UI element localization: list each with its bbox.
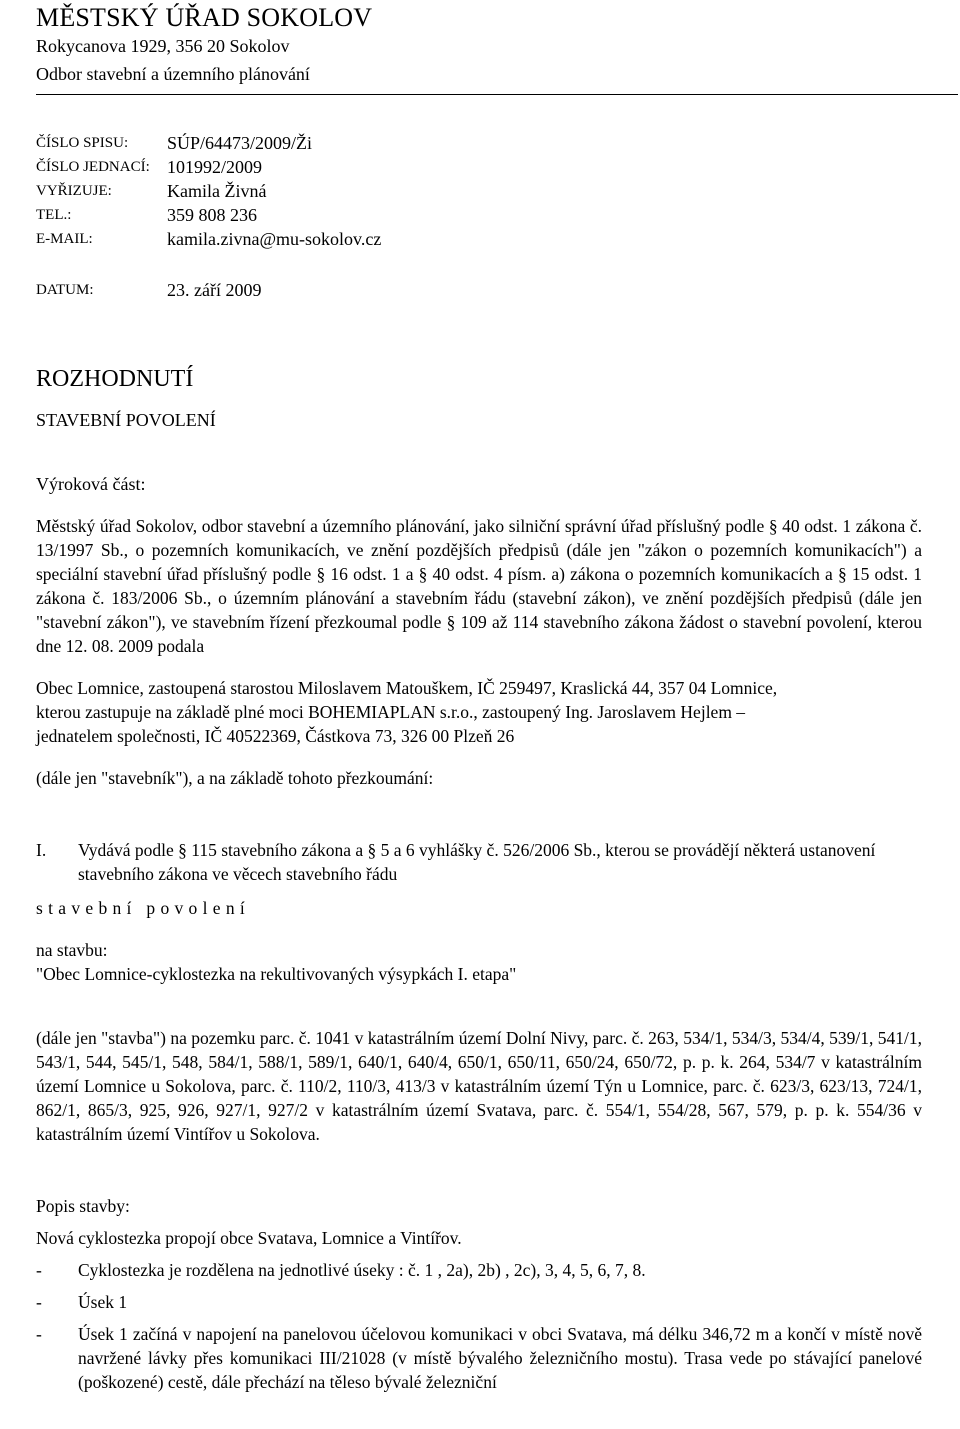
meta-label: ČÍSLO SPISU: <box>36 135 129 151</box>
meta-label: E-MAIL: <box>36 231 93 247</box>
description-summary: Nová cyklostezka propojí obce Svatava, Lomnice a Vintířov. <box>36 1228 462 1248</box>
permit-heading: stavební povolení <box>36 898 251 918</box>
description-block <box>36 1194 922 1394</box>
department-name: Odbor stavební a územního plánování <box>36 64 310 84</box>
applicant-line: Obec Lomnice, zastoupená starostou Miloslavem Matouškem, IČ 259497, Kraslická 44, 357 04 Lomnice, <box>36 678 778 698</box>
meta-label: TEL.: <box>36 207 72 223</box>
applicant-line: jednatelem společnosti, IČ 40522369, Částkova 73, 326 00 Plzeň 26 <box>36 726 515 746</box>
list-dash: - <box>36 1260 42 1280</box>
meta-row-handled-by <box>36 179 922 203</box>
building-label: na stavbu: <box>36 940 108 960</box>
list-item-text: Úsek 1 začíná v napojení na panelovou účelovou komunikaci v obci Svatava, má délku 346,72 m a končí v místě nově navržené lávky přes komunikaci III/21028 (v místě bývalého železničního mostu). Trasa vede po stávající panelové (poškozené) cestě, dále přechází na těleso bývalé železniční <box>78 1324 922 1392</box>
document-title: ROZHODNUTÍ <box>36 366 194 392</box>
meta-row-date <box>36 278 922 302</box>
description-heading: Popis stavby: <box>36 1196 130 1216</box>
list-item <box>36 1290 922 1314</box>
list-item-text: Úsek 1 <box>78 1292 128 1312</box>
meta-row-phone <box>36 203 922 227</box>
applicant-block <box>36 676 922 748</box>
list-item <box>36 1322 922 1394</box>
date-value: 23. září 2009 <box>167 280 262 300</box>
meta-value: Kamila Živná <box>167 181 267 201</box>
header-divider <box>36 94 958 95</box>
section-heading: Výroková část: <box>36 474 146 494</box>
list-item-text: Cyklostezka je rozdělena na jednotlivé úseky : č. 1 , 2a), 2b) , 2c), 3, 4, 5, 6, 7, 8. <box>78 1260 646 1280</box>
meta-value: SÚP/64473/2009/Ži <box>167 133 313 153</box>
meta-value: 359 808 236 <box>167 205 257 225</box>
meta-label: VYŘIZUJE: <box>36 183 112 199</box>
list-dash: - <box>36 1292 42 1312</box>
building-block <box>36 938 922 986</box>
building-name: "Obec Lomnice-cyklostezka na rekultivovaných výsypkách I. etapa" <box>36 964 517 984</box>
decision-number: I. <box>36 840 47 860</box>
list-dash: - <box>36 1324 42 1344</box>
meta-value: 101992/2009 <box>167 157 263 177</box>
list-item <box>36 1258 922 1282</box>
intro-paragraph: Městský úřad Sokolov, odbor stavební a územního plánování, jako silniční správní úřad příslušný podle § 40 odst. 1 zákona č. 13/1997 Sb., o pozemních komunikacích, ve znění pozdějších předpisů (dále jen "zákon o pozemních komunikacích") a speciální stavební úřad příslušný podle § 16 odst. 1 a § 40 odst. 4 písm. a) zákona o pozemních komunikacích a § 15 odst. 1 zákona č. 183/2006 Sb., o územním plánování a stavebním řádu (stavební zákon), ve znění pozdějších předpisů (dále jen "stavební zákon"), ve stavebním řízení přezkoumal podle § 109 až 114 stavebního zákona žádost o stavební povolení, kterou dne 12. 08. 2009 podala <box>36 516 922 656</box>
meta-label: ČÍSLO JEDNACÍ: <box>36 159 150 175</box>
meta-value: kamila.zivna@mu-sokolov.cz <box>167 229 382 249</box>
office-address: Rokycanova 1929, 356 20 Sokolov <box>36 36 290 56</box>
applicant-line: kterou zastupuje na základě plné moci BOHEMIAPLAN s.r.o., zastoupený Ing. Jaroslavem Hejlem – <box>36 702 746 722</box>
date-label: DATUM: <box>36 282 94 298</box>
office-name: MĚSTSKÝ ÚŘAD SOKOLOV <box>36 3 373 32</box>
parcels-paragraph: (dále jen "stavba") na pozemku parc. č. 1041 v katastrálním území Dolní Nivy, parc. č. 263, 534/1, 534/3, 534/4, 539/1, 541/1, 543/1, 544, 545/1, 548, 584/1, 588/1, 589/1, 640/1, 640/4, 650/1, 650/11, 650/24, 650/72, p. p. k. 264, 534/7 v katastrálním území Lomnice u Sokolova, parc. č. 110/2, 110/3, 413/3 v katastrálním území Týn u Lomnice, parc. č. 623/3, 623/13, 724/1, 862/1, 865/3, 925, 926, 927/1, 927/2 v katastrálním území Svatava, parc. č. 554/1, 554/28, 567, 579, p. p. k. 554/36 v katastrálním území Vintířov u Sokolova. <box>36 1028 922 1144</box>
decision-text: Vydává podle § 115 stavebního zákona a § 5 a 6 vyhlášky č. 526/2006 Sb., kterou se provádějí některá ustanovení stavebního zákona ve věcech stavebního řádu <box>78 840 876 884</box>
applicant-note: (dále jen "stavebník"), a na základě tohoto přezkoumání: <box>36 768 434 788</box>
file-metadata <box>36 131 922 302</box>
meta-row-file-number <box>36 131 922 155</box>
decision-item <box>36 838 922 886</box>
document-subtitle: STAVEBNÍ POVOLENÍ <box>36 410 216 430</box>
meta-row-email <box>36 227 922 251</box>
meta-row-reference-number <box>36 155 922 179</box>
